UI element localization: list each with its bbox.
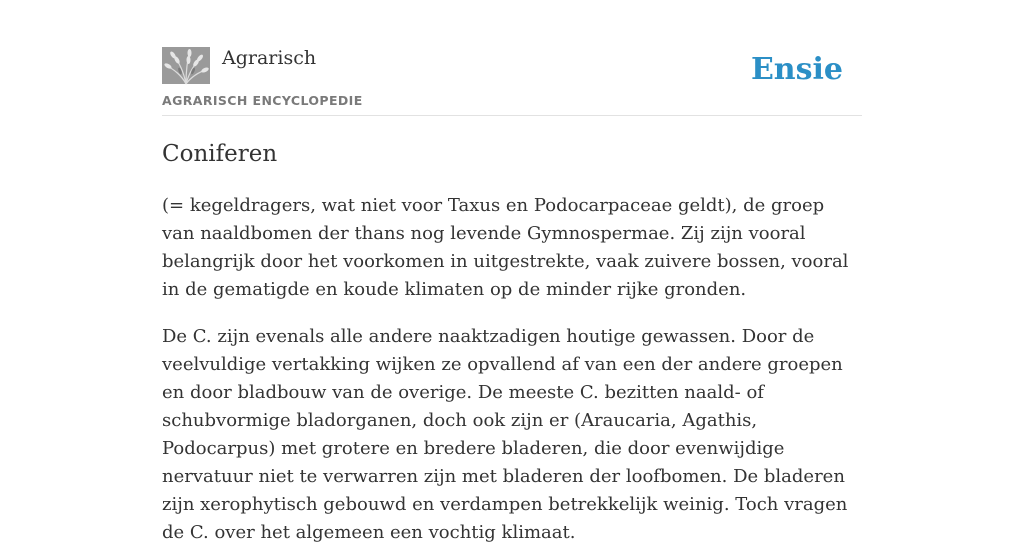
article — [162, 138, 862, 547]
article-paragraph: (= kegeldragers, wat niet voor Taxus en Podocarpaceae geldt), de groep van naaldbomen der thans nog levende Gymnospermae. Zij zijn vooral belangrijk door het voorkomen in uitgestrekte, vaak zuivere bossen, vooral in de gematigde en koude klimaten op de minder rijke gronden. — [162, 195, 849, 300]
brand-logo[interactable]: Ensie — [750, 52, 843, 87]
wheat-ears-icon[interactable] — [162, 47, 210, 84]
site-subtitle: AGRARISCH ENCYCLOPEDIE — [162, 93, 363, 108]
article-paragraph: De C. zijn evenals alle andere naaktzadigen houtige gewassen. Door de veelvuldige vertakking wijken ze opvallend af van een der andere groepen en door bladbouw van de overige. De meeste C. bezitten naald- of schubvormige bladorganen, doch ook zijn er (Araucaria, Agathis, Podocarpus) met grotere en bredere bladeren, die door evenwijdige nervatuur niet te verwarren zijn met bladeren der loofbomen. De bladeren zijn xerophytisch gebouwd en verdampen betrekkelijk weinig. Toch vragen de C. over het algemeen een vochtig klimaat. — [162, 326, 848, 543]
site-header — [162, 46, 862, 116]
site-name[interactable]: Agrarisch — [222, 47, 317, 69]
article-title: Coniferen — [162, 141, 278, 167]
